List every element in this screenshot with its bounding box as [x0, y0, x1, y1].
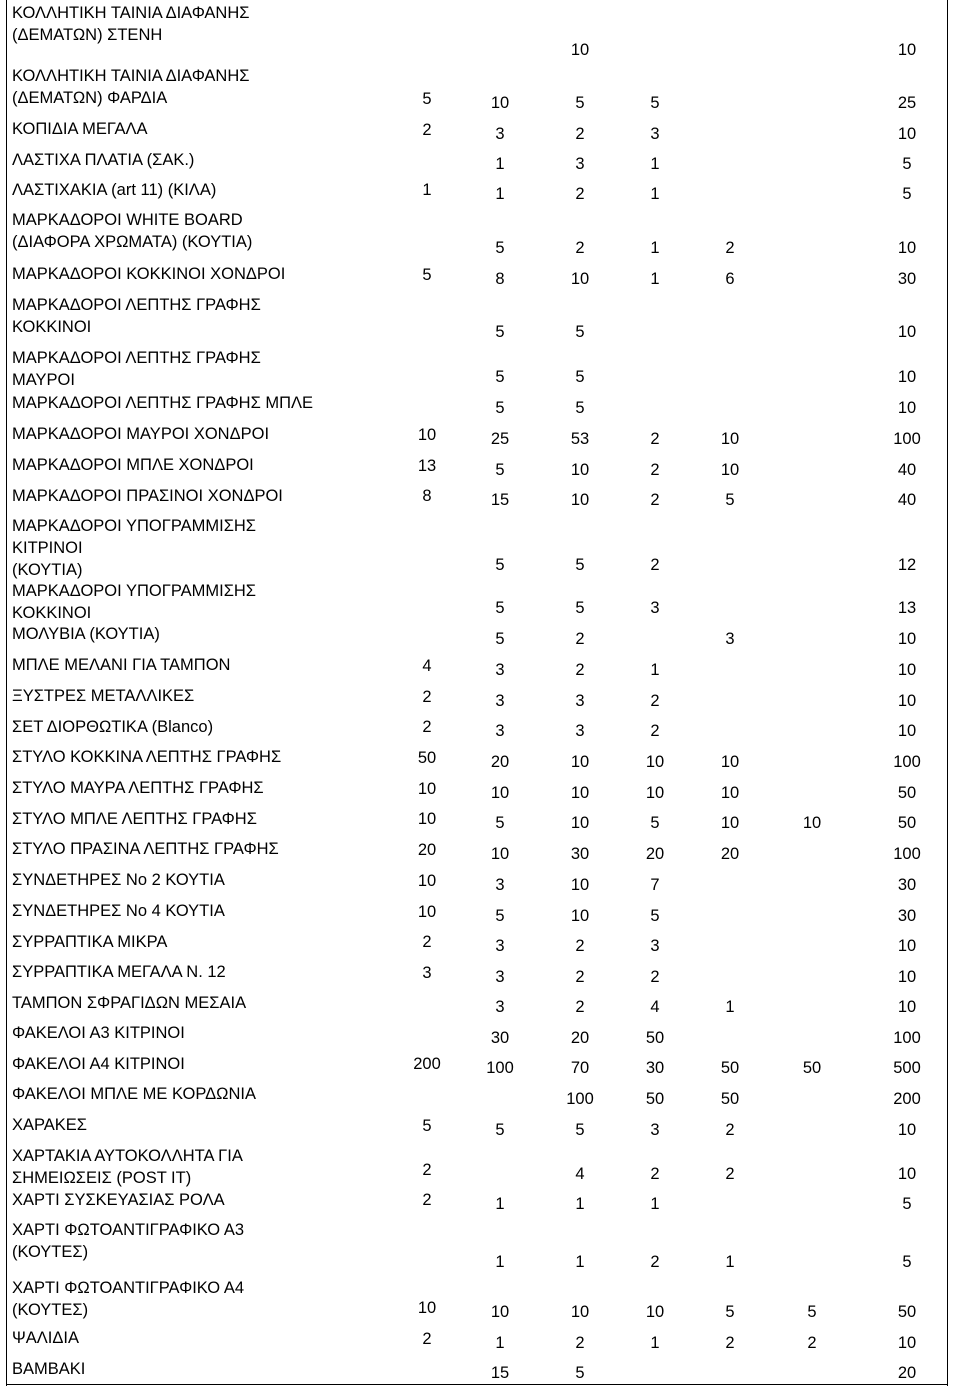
quantity-cell: 2 [650, 692, 660, 710]
quantity-cell: 3 [495, 937, 505, 955]
quantity-cell: 10 [897, 692, 917, 710]
quantity-cell: 10 [645, 784, 665, 802]
quantity-cell: 100 [893, 430, 921, 448]
quantity-cell: 5 [807, 1303, 817, 1321]
quantity-cell: 2 [725, 1334, 735, 1352]
quantity-cell: 1 [725, 998, 735, 1016]
item-name: ΧΑΡΤΙ ΣΥΣΚΕΥΑΣΙΑΣ ΡΟΛΑ [12, 1191, 225, 1209]
quantity-cell: 2 [650, 1253, 660, 1271]
quantity-cell: 100 [893, 753, 921, 771]
quantity-cell: 10 [897, 239, 917, 257]
quantity-cell: 2 [422, 718, 432, 736]
quantity-cell: 10 [720, 784, 740, 802]
quantity-cell: 1 [422, 181, 432, 199]
quantity-cell: 3 [575, 722, 585, 740]
quantity-cell: 2 [575, 185, 585, 203]
item-name: ΣΥΝΔΕΤΗΡΕΣ No 2 ΚΟΥΤΙΑ [12, 871, 225, 889]
quantity-cell: 2 [422, 933, 432, 951]
item-name: ΣΥΝΔΕΤΗΡΕΣ No 4 ΚΟΥΤΙΑ [12, 902, 225, 920]
item-name: ΜΟΛΥΒΙΑ (ΚΟΥΤΙΑ) [12, 625, 160, 643]
quantity-cell: 8 [422, 487, 432, 505]
quantity-cell: 2 [650, 461, 660, 479]
quantity-cell: 20 [645, 845, 665, 863]
quantity-cell: 10 [897, 937, 917, 955]
item-name: ΚΟΛΛΗΤΙΚΗ ΤΑΙΝΙΑ ΔΙΑΦΑΝΗΣ (ΔΕΜΑΤΩΝ) ΣΤΕΝΗ [12, 4, 250, 44]
quantity-cell: 3 [495, 125, 505, 143]
quantity-cell: 5 [902, 1253, 912, 1271]
quantity-cell: 3 [495, 722, 505, 740]
quantity-cell: 12 [897, 556, 917, 574]
quantity-cell: 3 [650, 125, 660, 143]
quantity-cell: 5 [495, 239, 505, 257]
item-name: ΧΑΡΤΑΚΙΑ ΑΥΤΟΚΟΛΛΗΤΑ ΓΙΑ ΣΗΜΕΙΩΣΕΙΣ (POST IT) [12, 1147, 243, 1187]
quantity-cell: 5 [575, 94, 585, 112]
quantity-cell: 5 [575, 1364, 585, 1382]
quantity-cell: 7 [650, 876, 660, 894]
quantity-cell: 2 [807, 1334, 817, 1352]
quantity-cell: 100 [893, 1029, 921, 1047]
quantity-cell: 1 [650, 1195, 660, 1213]
quantity-cell: 10 [490, 1303, 510, 1321]
quantity-cell: 4 [650, 998, 660, 1016]
quantity-cell: 10 [720, 430, 740, 448]
quantity-cell: 10 [897, 1334, 917, 1352]
quantity-cell: 50 [720, 1059, 740, 1077]
quantity-cell: 10 [570, 814, 590, 832]
quantity-cell: 50 [645, 1090, 665, 1108]
item-name: ΣΤΥΛΟ ΚΟΚΚΙΝΑ ΛΕΠΤΗΣ ΓΡΑΦΗΣ [12, 748, 282, 766]
item-name: ΦΑΚΕΛΟΙ ΜΠΛΕ ΜΕ ΚΟΡΔΩΝΙΑ [12, 1085, 256, 1103]
quantity-cell: 10 [897, 368, 917, 386]
quantity-cell: 50 [897, 1303, 917, 1321]
quantity-cell: 53 [570, 430, 590, 448]
quantity-cell: 5 [422, 1117, 432, 1135]
quantity-cell: 25 [897, 94, 917, 112]
quantity-cell: 2 [650, 722, 660, 740]
quantity-cell: 2 [575, 630, 585, 648]
table-border-vertical [947, 0, 948, 1386]
item-name: ΜΑΡΚΑΔΟΡΟΙ ΜΑΥΡΟΙ ΧΟΝΔΡΟΙ [12, 425, 270, 443]
item-name: ΚΟΠΙΔΙΑ ΜΕΓΑΛΑ [12, 120, 148, 138]
item-name: ΛΑΣΤΙΧΑΚΙΑ (art 11) (ΚΙΛΑ) [12, 181, 217, 199]
quantity-cell: 5 [422, 90, 432, 108]
quantity-cell: 2 [575, 968, 585, 986]
quantity-cell: 10 [570, 784, 590, 802]
quantity-cell: 2 [422, 1330, 432, 1348]
quantity-cell: 70 [570, 1059, 590, 1077]
item-name: ΧΑΡΤΙ ΦΩΤΟΑΝΤΙΓΡΑΦΙΚΟ Α4 (ΚΟΥΤΕΣ) [12, 1279, 244, 1319]
quantity-cell: 5 [575, 1121, 585, 1139]
quantity-cell: 3 [650, 937, 660, 955]
item-name: ΨΑΛΙΔΙΑ [12, 1329, 80, 1347]
quantity-cell: 13 [897, 599, 917, 617]
quantity-cell: 500 [893, 1059, 921, 1077]
quantity-cell: 20 [490, 753, 510, 771]
quantity-cell: 10 [417, 426, 437, 444]
quantity-cell: 1 [495, 185, 505, 203]
quantity-cell: 5 [495, 599, 505, 617]
quantity-cell: 10 [720, 814, 740, 832]
quantity-cell: 10 [490, 845, 510, 863]
quantity-cell: 3 [725, 630, 735, 648]
quantity-cell: 2 [650, 556, 660, 574]
item-name: ΜΑΡΚΑΔΟΡΟΙ ΥΠΟΓΡΑΜΜΙΣΗΣ ΚΙΤΡΙΝΟΙ (ΚΟΥΤΙΑ) [12, 517, 257, 579]
quantity-cell: 10 [417, 780, 437, 798]
quantity-cell: 30 [490, 1029, 510, 1047]
quantity-cell: 5 [495, 399, 505, 417]
quantity-cell: 3 [495, 692, 505, 710]
quantity-cell: 2 [650, 1165, 660, 1183]
item-name: ΦΑΚΕΛΟΙ Α3 ΚΙΤΡΙΝΟΙ [12, 1024, 185, 1042]
quantity-cell: 10 [897, 661, 917, 679]
quantity-cell: 5 [725, 1303, 735, 1321]
quantity-cell: 10 [897, 1165, 917, 1183]
quantity-cell: 10 [897, 630, 917, 648]
item-name: ΦΑΚΕΛΟΙ Α4 ΚΙΤΡΙΝΟΙ [12, 1055, 185, 1073]
quantity-cell: 5 [575, 323, 585, 341]
item-name: ΜΑΡΚΑΔΟΡΟΙ ΛΕΠΤΗΣ ΓΡΑΦΗΣ ΜΑΥΡΟΙ [12, 349, 261, 389]
quantity-cell: 30 [897, 907, 917, 925]
quantity-cell: 1 [495, 1253, 505, 1271]
item-name: ΜΑΡΚΑΔΟΡΟΙ ΠΡΑΣΙΝΟΙ ΧΟΝΔΡΟΙ [12, 487, 283, 505]
quantity-cell: 3 [495, 998, 505, 1016]
quantity-cell: 6 [725, 270, 735, 288]
quantity-cell: 5 [495, 907, 505, 925]
item-name: ΤΑΜΠΟΝ ΣΦΡΑΓΙΔΩΝ ΜΕΣΑΙΑ [12, 994, 247, 1012]
quantity-cell: 30 [897, 876, 917, 894]
quantity-cell: 10 [802, 814, 822, 832]
quantity-cell: 3 [495, 876, 505, 894]
table-border-vertical [6, 0, 7, 1386]
quantity-cell: 1 [725, 1253, 735, 1271]
quantity-cell: 1 [495, 155, 505, 173]
quantity-cell: 1 [650, 185, 660, 203]
quantity-cell: 50 [802, 1059, 822, 1077]
quantity-cell: 15 [490, 1364, 510, 1382]
quantity-cell: 10 [417, 872, 437, 890]
quantity-cell: 2 [650, 968, 660, 986]
quantity-cell: 5 [575, 399, 585, 417]
quantity-cell: 5 [495, 814, 505, 832]
quantity-cell: 10 [417, 810, 437, 828]
quantity-cell: 1 [495, 1334, 505, 1352]
quantity-cell: 5 [725, 491, 735, 509]
quantity-cell: 8 [495, 270, 505, 288]
item-name: ΒΑΜΒΑΚΙ [12, 1360, 86, 1378]
quantity-cell: 40 [897, 461, 917, 479]
quantity-cell: 5 [650, 814, 660, 832]
quantity-cell: 4 [422, 657, 432, 675]
quantity-cell: 10 [570, 753, 590, 771]
quantity-cell: 13 [417, 457, 437, 475]
quantity-cell: 3 [650, 1121, 660, 1139]
quantity-cell: 10 [645, 1303, 665, 1321]
item-name: ΛΑΣΤΙΧΑ ΠΛΑΤΙΑ (ΣΑΚ.) [12, 151, 195, 169]
quantity-cell: 5 [495, 556, 505, 574]
quantity-cell: 40 [897, 491, 917, 509]
quantity-cell: 10 [570, 907, 590, 925]
quantity-cell: 5 [902, 185, 912, 203]
quantity-cell: 10 [490, 784, 510, 802]
quantity-cell: 10 [897, 722, 917, 740]
quantity-cell: 50 [720, 1090, 740, 1108]
quantity-cell: 1 [495, 1195, 505, 1213]
quantity-cell: 30 [897, 270, 917, 288]
item-name: ΜΑΡΚΑΔΟΡΟΙ ΛΕΠΤΗΣ ΓΡΑΦΗΣ ΚΟΚΚΙΝΟΙ [12, 296, 261, 336]
item-name: ΜΑΡΚΑΔΟΡΟΙ ΚΟΚΚΙΝΟΙ ΧΟΝΔΡΟΙ [12, 265, 286, 283]
item-name: ΧΑΡΑΚΕΣ [12, 1116, 88, 1134]
quantity-cell: 2 [650, 430, 660, 448]
quantity-cell: 5 [495, 461, 505, 479]
quantity-cell: 10 [645, 753, 665, 771]
quantity-cell: 50 [897, 814, 917, 832]
quantity-cell: 20 [720, 845, 740, 863]
item-name: ΜΑΡΚΑΔΟΡΟΙ ΥΠΟΓΡΑΜΜΙΣΗΣ ΚΟΚΚΙΝΟΙ [12, 582, 257, 622]
quantity-cell: 4 [575, 1165, 585, 1183]
quantity-cell: 2 [575, 998, 585, 1016]
quantity-cell: 2 [575, 661, 585, 679]
quantity-cell: 5 [575, 368, 585, 386]
quantity-cell: 2 [725, 1121, 735, 1139]
quantity-cell: 25 [490, 430, 510, 448]
quantity-cell: 10 [570, 461, 590, 479]
item-name: ΜΑΡΚΑΔΟΡΟΙ WHITE BOARD (ΔΙΑΦΟΡΑ ΧΡΩΜΑΤΑ) (ΚΟΥΤΙΑ) [12, 211, 253, 251]
quantity-cell: 5 [495, 1121, 505, 1139]
quantity-cell: 2 [575, 1334, 585, 1352]
quantity-cell: 1 [575, 1253, 585, 1271]
quantity-cell: 20 [417, 841, 437, 859]
quantity-cell: 20 [897, 1364, 917, 1382]
item-name: ΣΤΥΛΟ ΠΡΑΣΙΝΑ ΛΕΠΤΗΣ ΓΡΑΦΗΣ [12, 840, 279, 858]
item-name: ΣΤΥΛΟ ΜΑΥΡΑ ΛΕΠΤΗΣ ΓΡΑΦΗΣ [12, 779, 264, 797]
quantity-cell: 15 [490, 491, 510, 509]
quantity-cell: 10 [570, 41, 590, 59]
quantity-cell: 2 [650, 491, 660, 509]
quantity-cell: 5 [422, 266, 432, 284]
quantity-cell: 10 [417, 903, 437, 921]
item-name: ΚΟΛΛΗΤΙΚΗ ΤΑΙΝΙΑ ΔΙΑΦΑΝΗΣ (ΔΕΜΑΤΩΝ) ΦΑΡΔΙΑ [12, 67, 250, 107]
quantity-cell: 2 [422, 688, 432, 706]
quantity-cell: 50 [645, 1029, 665, 1047]
item-name: ΜΑΡΚΑΔΟΡΟΙ ΛΕΠΤΗΣ ΓΡΑΦΗΣ ΜΠΛΕ [12, 394, 314, 412]
quantity-cell: 5 [495, 368, 505, 386]
quantity-cell: 5 [902, 155, 912, 173]
quantity-cell: 10 [417, 1299, 437, 1317]
quantity-cell: 2 [422, 1191, 432, 1209]
quantity-cell: 20 [570, 1029, 590, 1047]
quantity-cell: 1 [650, 1334, 660, 1352]
quantity-cell: 2 [575, 125, 585, 143]
quantity-cell: 3 [495, 661, 505, 679]
quantity-cell: 5 [495, 323, 505, 341]
item-name: ΣΥΡΡΑΠΤΙΚΑ ΜΕΓΑΛΑ Ν. 12 [12, 963, 226, 981]
quantity-cell: 2 [575, 239, 585, 257]
quantity-cell: 2 [725, 1165, 735, 1183]
quantity-cell: 1 [575, 1195, 585, 1213]
quantity-cell: 2 [725, 239, 735, 257]
table-border-bottom [6, 1384, 948, 1385]
quantity-cell: 3 [495, 968, 505, 986]
quantity-cell: 3 [575, 692, 585, 710]
quantity-cell: 100 [486, 1059, 514, 1077]
quantity-cell: 1 [650, 661, 660, 679]
quantity-cell: 10 [897, 1121, 917, 1139]
quantity-cell: 30 [570, 845, 590, 863]
item-name: ΜΠΛΕ ΜΕΛΑΝΙ ΓΙΑ ΤΑΜΠΟΝ [12, 656, 231, 674]
item-name: ΣΕΤ ΔΙΟΡΘΩΤΙΚΑ (Blanco) [12, 718, 214, 736]
quantity-cell: 1 [650, 155, 660, 173]
quantity-cell: 10 [897, 968, 917, 986]
item-name: ΞΥΣΤΡΕΣ ΜΕΤΑΛΛΙΚΕΣ [12, 687, 195, 705]
quantity-cell: 5 [650, 94, 660, 112]
quantity-cell: 10 [570, 1303, 590, 1321]
quantity-cell: 5 [650, 907, 660, 925]
quantity-cell: 100 [893, 845, 921, 863]
quantity-cell: 200 [413, 1055, 441, 1073]
quantity-cell: 2 [422, 1161, 432, 1179]
quantity-cell: 10 [897, 399, 917, 417]
quantity-cell: 10 [570, 270, 590, 288]
quantity-cell: 1 [650, 270, 660, 288]
quantity-cell: 10 [897, 41, 917, 59]
quantity-cell: 3 [422, 964, 432, 982]
quantity-cell: 1 [650, 239, 660, 257]
quantity-cell: 5 [575, 599, 585, 617]
quantity-cell: 10 [570, 876, 590, 894]
quantity-cell: 5 [495, 630, 505, 648]
item-name: ΣΤΥΛΟ ΜΠΛΕ ΛΕΠΤΗΣ ΓΡΑΦΗΣ [12, 810, 257, 828]
quantity-cell: 10 [490, 94, 510, 112]
quantity-cell: 10 [720, 753, 740, 771]
quantity-cell: 3 [650, 599, 660, 617]
quantity-cell: 5 [575, 556, 585, 574]
item-name: ΧΑΡΤΙ ΦΩΤΟΑΝΤΙΓΡΑΦΙΚΟ Α3 (ΚΟΥΤΕΣ) [12, 1221, 244, 1261]
quantity-cell: 3 [575, 155, 585, 173]
quantity-cell: 2 [575, 937, 585, 955]
quantity-cell: 30 [645, 1059, 665, 1077]
quantity-cell: 50 [897, 784, 917, 802]
quantity-cell: 10 [720, 461, 740, 479]
quantity-cell: 10 [897, 323, 917, 341]
item-name: ΣΥΡΡΑΠΤΙΚΑ ΜΙΚΡΑ [12, 933, 168, 951]
quantity-cell: 200 [893, 1090, 921, 1108]
quantity-cell: 10 [897, 125, 917, 143]
quantity-cell: 100 [566, 1090, 594, 1108]
quantity-cell: 10 [897, 998, 917, 1016]
quantity-cell: 5 [902, 1195, 912, 1213]
item-name: ΜΑΡΚΑΔΟΡΟΙ ΜΠΛΕ ΧΟΝΔΡΟΙ [12, 456, 254, 474]
quantity-cell: 10 [570, 491, 590, 509]
quantity-cell: 50 [417, 749, 437, 767]
quantity-cell: 2 [422, 121, 432, 139]
